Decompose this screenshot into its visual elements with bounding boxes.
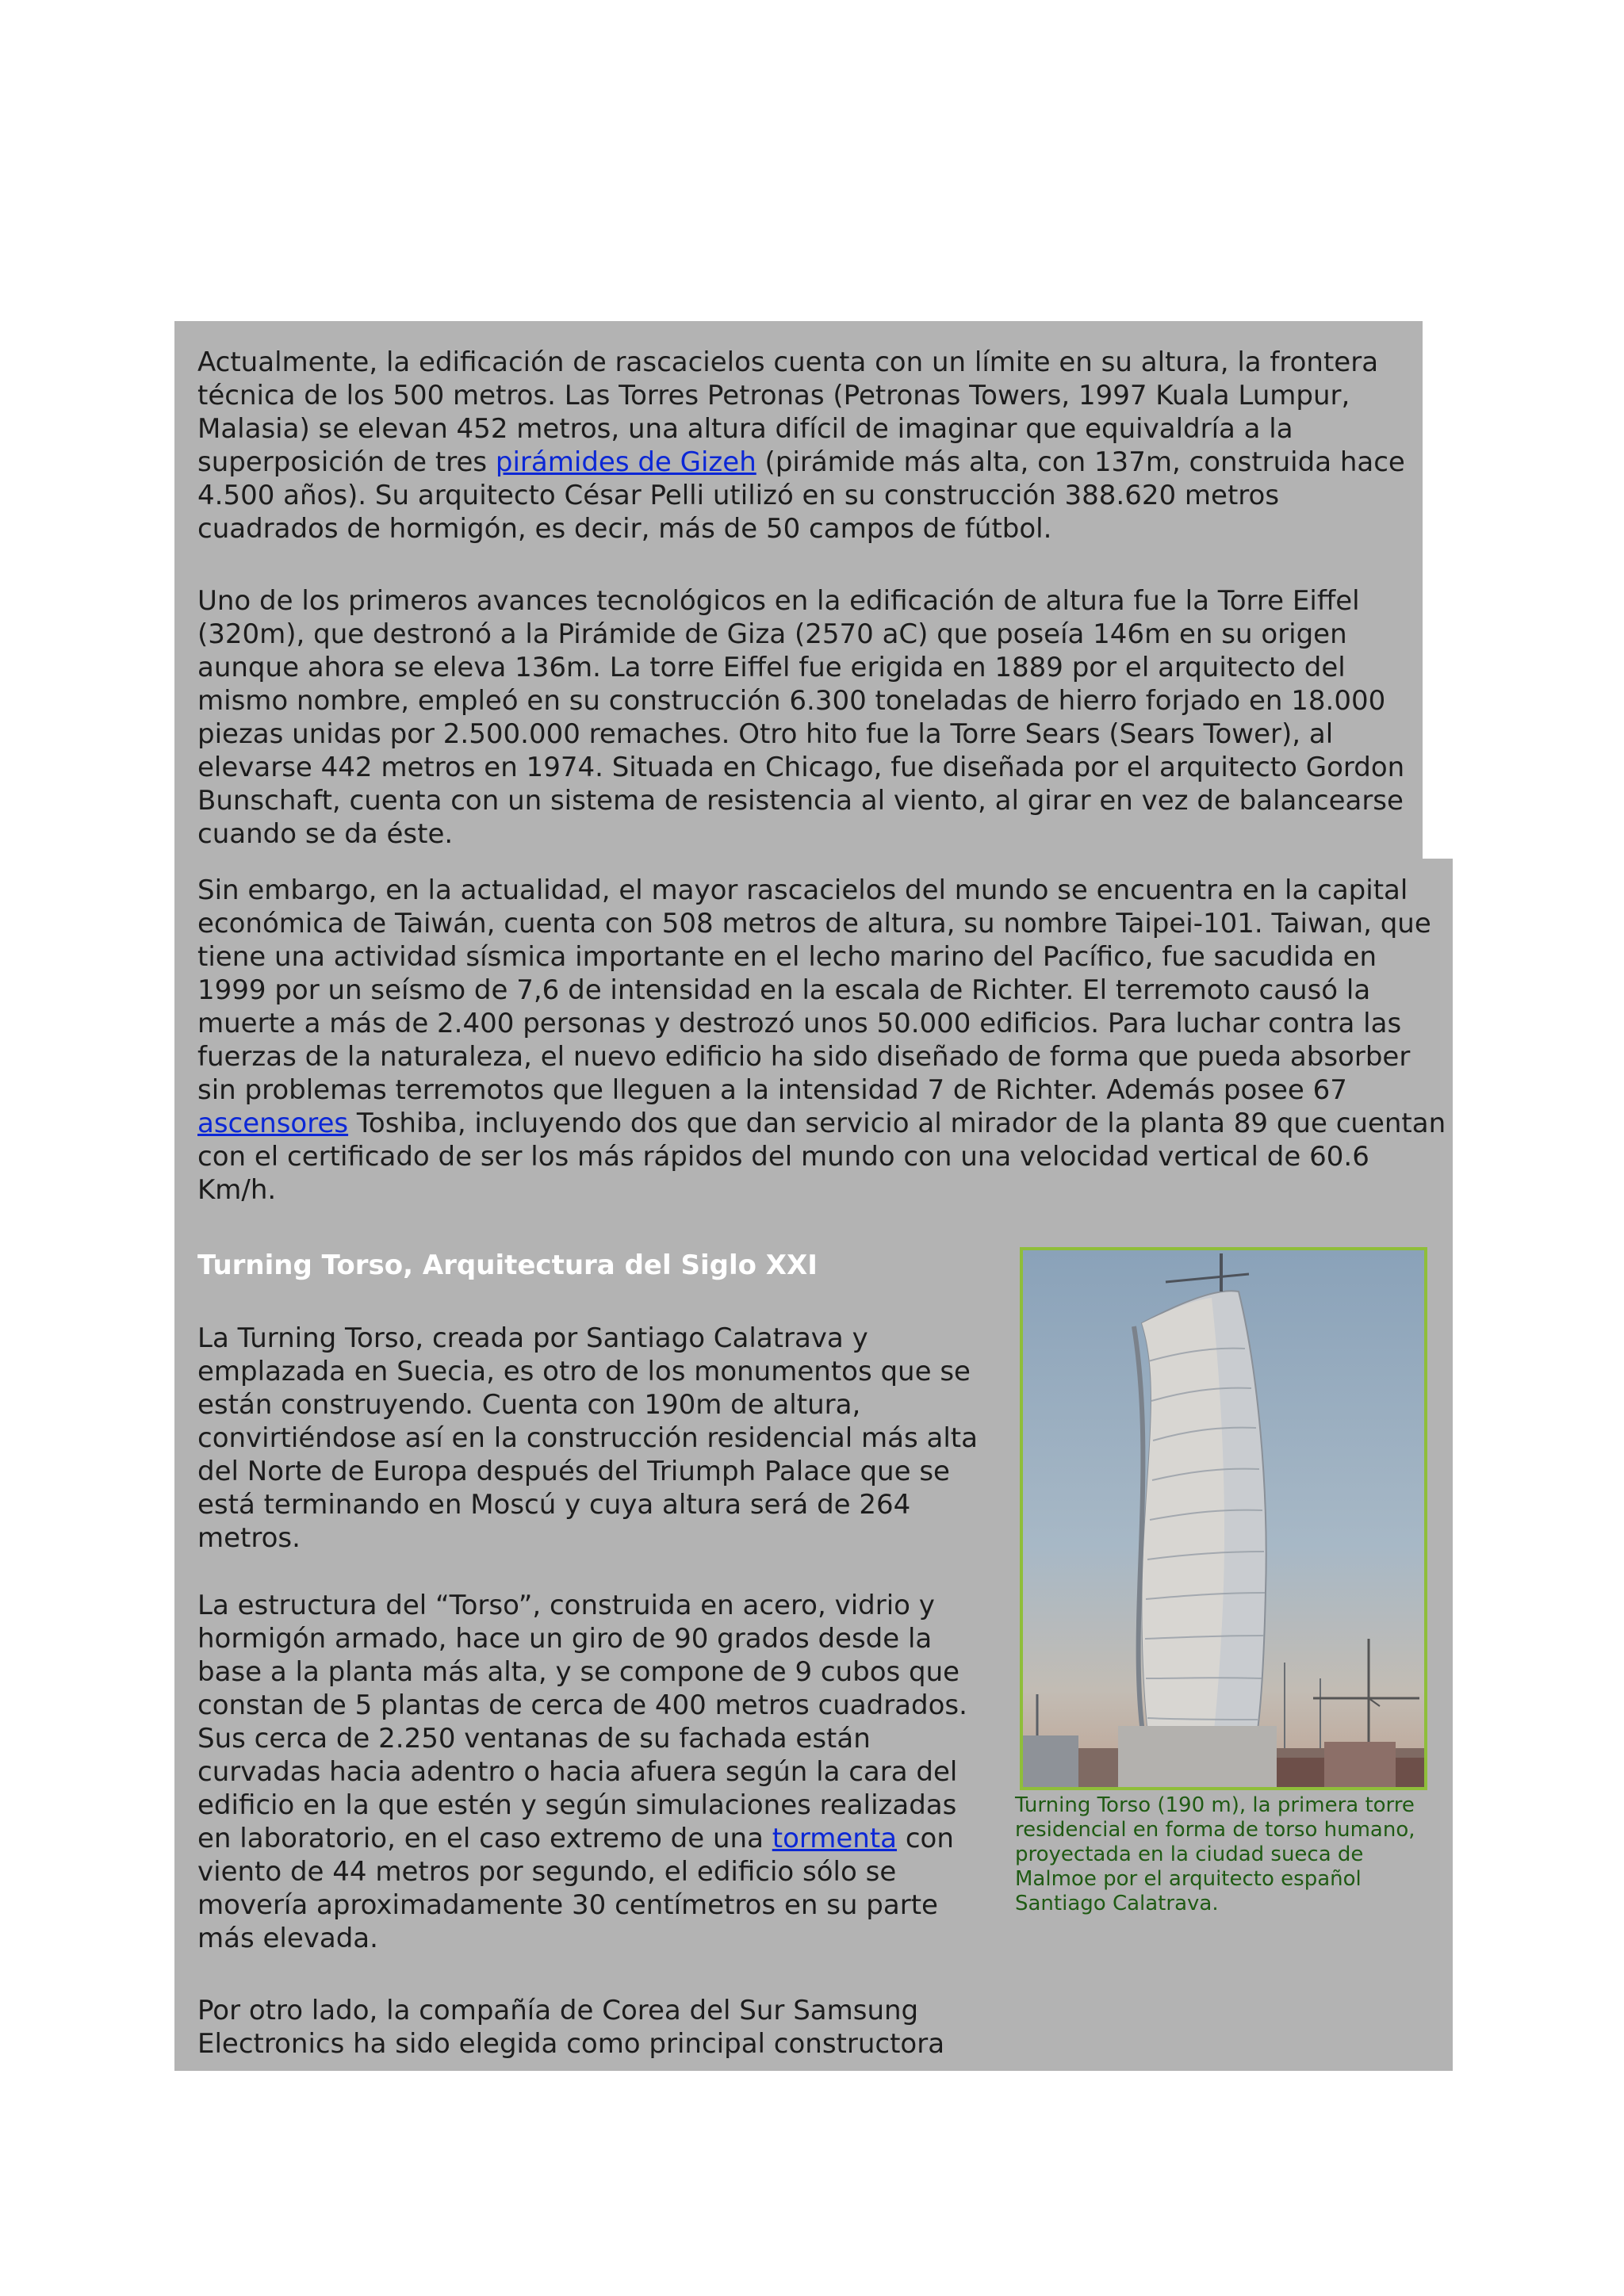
link-piramides-gizeh[interactable]: pirámides de Gizeh xyxy=(495,446,756,478)
paragraph-turning-torso: La Turning Torso, creada por Santiago Calatrava y emplazada en Suecia, es otro de los monumentos que se están construyendo. Cuenta con 190m de altura, convirtiéndose así en la construcción residencial más alta del Norte de Europa después del Triumph Palace que se está terminando en Moscú y cuya altura será de 264 metros. xyxy=(197,1322,978,1554)
turning-torso-illustration xyxy=(1023,1250,1424,1787)
paragraph-text: (pirámide más alta, con 137m, construida hace 4.500 años). Su arquitecto César Pelli utilizó en su construcción 388.620 metros cuadrados de hormigón, es decir, más de 50 campos de fútbol. xyxy=(197,446,1405,545)
paragraph-torso-structure xyxy=(197,1589,998,1955)
paragraph-taipei-101 xyxy=(197,874,1446,1207)
paragraph-petronas xyxy=(197,346,1419,545)
link-tormenta[interactable]: tormenta xyxy=(772,1823,898,1854)
paragraph-text: con viento de 44 metros por segundo, el edificio sólo se movería aproximadamente 30 centímetros en su parte más elevada. xyxy=(197,1823,954,1954)
paragraph-eiffel-sears: Uno de los primeros avances tecnológicos en la edificación de altura fue la Torre Eiffel (320m), que destronó a la Pirámide de Giza (2570 aC) que poseía 146m en su origen aunque ahora se eleva 136m. La torre Eiffel fue erigida en 1889 por el arquitecto del mismo nombre, empleó en su construcción 6.300 toneladas de hierro forjado en 18.000 piezas unidas por 2.500.000 remaches. Otro hito fue la Torre Sears (Sears Tower), al elevarse 442 metros en 1974. Situada en Chicago, fue diseñada por el arquitecto Gordon Bunschaft, cuenta con un sistema de resistencia al viento, al girar en vez de balancearse cuando se da éste. xyxy=(197,585,1405,850)
section-heading: Turning Torso, Arquitectura del Siglo XXI xyxy=(197,1249,818,1281)
paragraph-text: Actualmente, la edificación de rascacielos cuenta con un límite en su altura, la frontera técnica de los 500 metros. Las Torres Petronas (Petronas Towers, 1997 Kuala Lumpur, Malasia) se elevan 452 metros, una altura difícil de imaginar que equivaldría a la superposición de tres xyxy=(197,346,1379,478)
paragraph-text: La estructura del “Torso”, construida en acero, vidrio y hormigón armado, hace un giro de 90 grados desde la base a la planta más alta, y se compone de 9 cubos que constan de 5 plantas de cerca de 400 metros cuadrados. Sus cerca de 2.250 ventanas de su fachada están curvadas hacia adentro o hacia afuera según la cara del edificio en la que estén y según simulaciones realizadas en laboratorio, en el caso extremo de una xyxy=(197,1590,967,1854)
paragraph-text: Sin embargo, en la actualidad, el mayor rascacielos del mundo se encuentra en la capital económica de Taiwán, cuenta con 508 metros de altura, su nombre Taipei-101. Taiwan, que tiene una actividad sísmica importante en el lecho marino del Pacífico, fue sacudida en 1999 por un seísmo de 7,6 de intensidad en la escala de Richter. El terremoto causó la muerte a más de 2.400 personas y destrozó unos 50.000 edificios. Para luchar contra las fuerzas de la naturaleza, el nuevo edificio ha sido diseñado de forma que pueda absorber sin problemas terremotos que lleguen a la intensidad 7 de Richter. Además posee 67 xyxy=(197,874,1431,1106)
link-ascensores[interactable]: ascensores xyxy=(197,1108,349,1139)
paragraph-samsung: Por otro lado, la compañía de Corea del Sur Samsung Electronics ha sido elegida como principal constructora xyxy=(197,1995,945,2060)
turning-torso-photo xyxy=(1020,1247,1427,1790)
paragraph-text: Toshiba, incluyendo dos que dan servicio al mirador de la planta 89 que cuentan con el certificado de ser los más rápidos del mundo con una velocidad vertical de 60.6 Km/h. xyxy=(197,1108,1446,1206)
photo-caption: Turning Torso (190 m), la primera torre residencial en forma de torso humano, proyectada en la ciudad sueca de Malmoe por el arquitecto español Santiago Calatrava. xyxy=(1015,1793,1415,1915)
